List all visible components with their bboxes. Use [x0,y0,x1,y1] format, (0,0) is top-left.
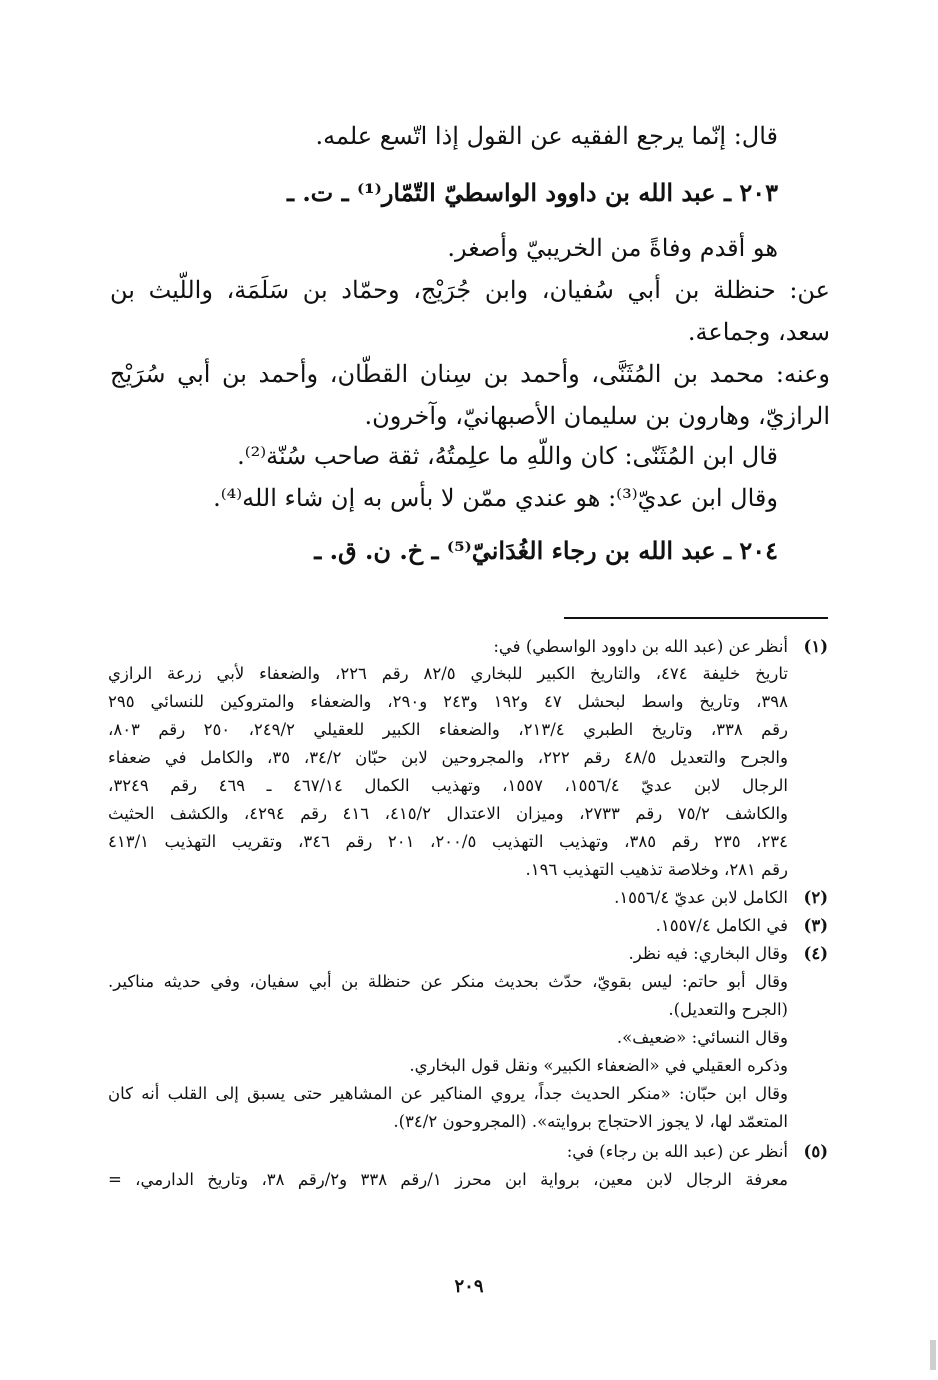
footnote-text: وذكره العقيلي في «الضعفاء الكبير» ونقل قول البخاري. [409,1056,788,1075]
footnote-text: (الجرح والتعديل). [668,1000,788,1019]
page-number: ٢٠٩ [454,1276,484,1297]
text-line: وقال ابن عديّ⁽³⁾: هو عندي ممّن لا بأس به إن شاء الله⁽⁴⁾. [213,484,778,512]
text-line: الرازيّ، وهارون بن سليمان الأصبهانيّ، وآخرون. [364,402,830,430]
footnote-text: رقم ٣٣٨، وتاريخ الطبري ٢١٣/٤، والضعفاء الكبير للعقيلي ٢٤٩/٢، ٢٥٠ رقم ٨٠٣، [108,720,788,739]
footnote-text: معرفة الرجال لابن معين، برواية ابن محرز ١/رقم ٣٣٨ و٢/رقم ٣٨، وتاريخ الدارمي، = [108,1170,789,1189]
footnote-marker: (٥) [803,1142,828,1161]
footnote-marker: (٤) [803,944,828,963]
footnote-text: أنظر عن (عبد الله بن رجاء) في: [566,1142,788,1161]
footnote-separator [564,617,828,619]
text-line: قال ابن المُثَنّى: كان واللّهِ ما علِمتُهُ، ثقة صاحب سُنّة⁽²⁾. [237,442,778,470]
footnote-text: وقال البخاري: فيه نظر. [628,944,788,963]
entry-203-heading: ٢٠٣ ـ عبد الله بن داوود الواسطيّ التّمّار⁽¹⁾ ـ ت. ـ [286,178,778,207]
text-line: وعنه: محمد بن المُثَنَّى، وأحمد بن سِنان القطّان، وأحمد بن أبي سُرَيْج [110,360,830,388]
text-line: هو أقدم وفاةً من الخريبيّ وأصغر. [447,234,778,262]
footnote-text: والجرح والتعديل ٤٨/٥ رقم ٢٢٢، والمجروحين لابن حبّان ٣٤/٢، ٣٥، والكامل في ضعفاء [108,748,788,767]
footnote-text: رقم ٢٨١، وخلاصة تذهيب التهذيب ١٩٦. [525,860,788,879]
footnote-marker: (١) [803,637,828,656]
footnote-text: وقال أبو حاتم: ليس بقويّ، حدّث بحديث منكر عن حنظلة بن أبي سفيان، وفي حديثه مناكير. [108,972,788,991]
text-line: عن: حنظلة بن أبي سُفيان، وابن جُرَيْج، وحمّاد بن سَلَمَة، واللّيث بن [110,276,830,304]
footnote-text: وقال ابن حبّان: «منكر الحديث جداً، يروي المناكير عن المشاهير حتى يسبق إلى القلب أنه كان [108,1084,788,1103]
footnote-marker: (٣) [803,916,828,935]
footnote-text: الكامل لابن عديّ ١٥٥٦/٤. [614,888,788,907]
footnote-text: في الكامل ١٥٥٧/٤. [655,916,788,935]
text-line: سعد، وجماعة. [687,318,830,346]
footnote-text: ٣٩٨، وتاريخ واسط لبحشل ٤٧ و١٩٢ و٢٤٣ و٢٩٠، والضعفاء والمتروكين للنسائي ٢٩٥ [108,692,788,711]
footnote-text: وقال النسائي: «ضعيف». [616,1028,788,1047]
entry-204-heading: ٢٠٤ ـ عبد الله بن رجاء الغُدَانيّ⁽⁵⁾ ـ خ. ن. ق. ـ [314,536,778,565]
footnote-text: الرجال لابن عديّ ١٥٥٦/٤، ١٥٥٧، وتهذيب الكمال ٤٦٧/١٤ ـ ٤٦٩ رقم ٣٢٤٩، [108,776,789,795]
footnote-text: تاريخ خليفة ٤٧٤، والتاريخ الكبير للبخاري ٨٢/٥ رقم ٢٢٦، والضعفاء لأبي زرعة الرازي [108,664,789,683]
text-line: قال: إنّما يرجع الفقيه عن القول إذا اتّسع علمه. [315,122,778,150]
footnote-marker: (٢) [803,888,828,907]
footnote-text: المتعمّد لها، لا يجوز الاحتجاج بروايته». (المجروحون ٣٤/٢). [393,1112,788,1131]
scan-edge-mark [930,1340,936,1370]
footnote-text: والكاشف ٧٥/٢ رقم ٢٧٣٣، وميزان الاعتدال ٤١٥/٢، ٤١٦ رقم ٤٢٩٤، والكشف الحثيث [108,804,789,823]
footnote-text: ٢٣٤، ٢٣٥ رقم ٣٨٥، وتهذيب التهذيب ٢٠٠/٥، ٢٠١ رقم ٣٤٦، وتقريب التهذيب ٤١٣/١ [108,832,789,851]
footnote-text: أنظر عن (عبد الله بن داوود الواسطي) في: [493,637,788,656]
